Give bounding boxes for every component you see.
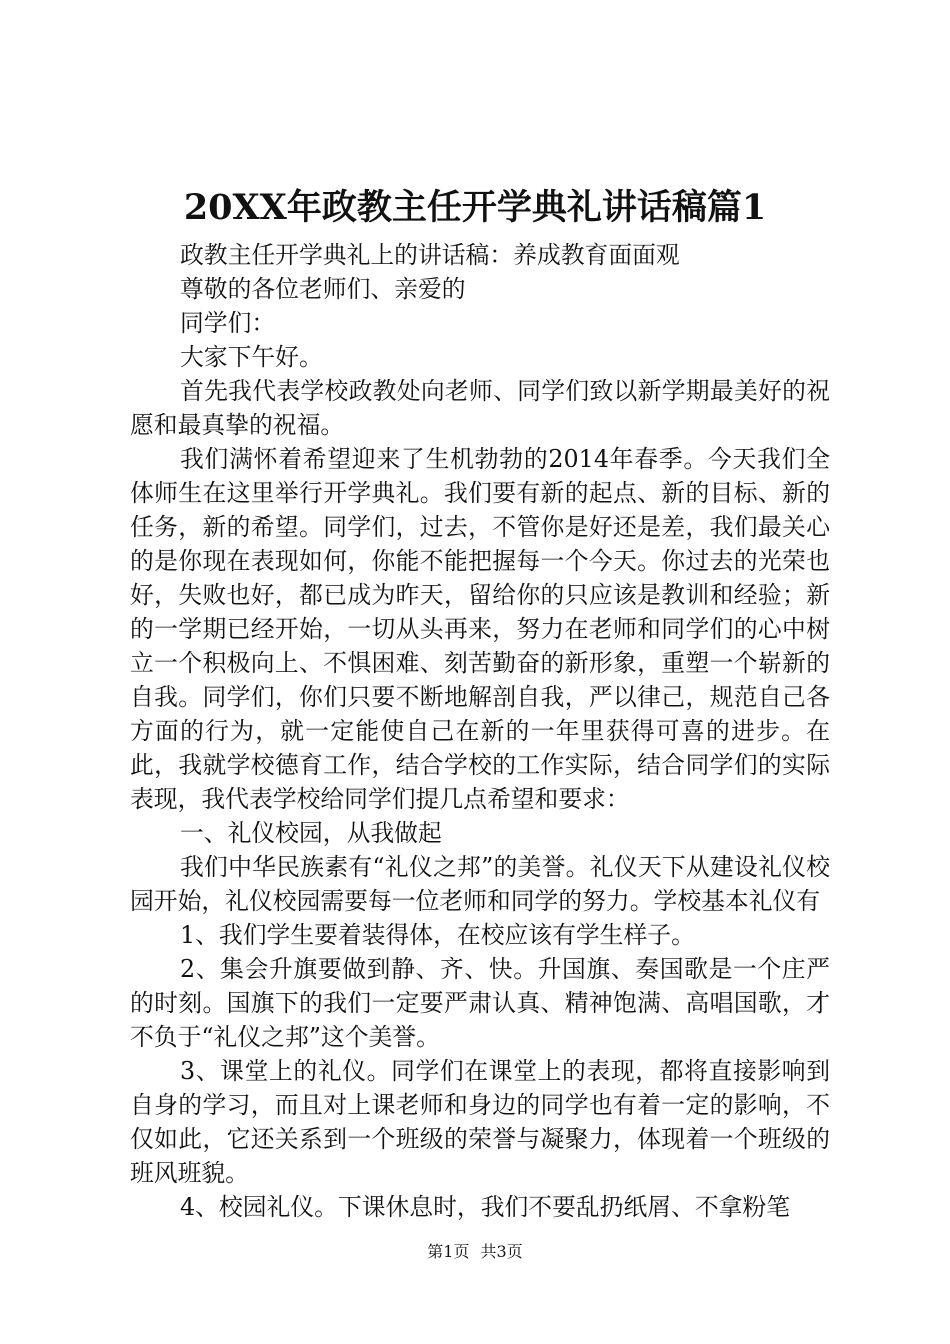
paragraph: 我们中华民族素有“礼仪之邦”的美誉。礼仪天下从建设礼仪校园开始，礼仪校园需要每一位老师和同学的努力。学校基本礼仪有 [130, 853, 830, 915]
paragraph: 政教主任开学典礼上的讲话稿：养成教育面面观 [180, 241, 680, 269]
paragraph: 我们满怀着希望迎来了生机勃勃的2014年春季。今天我们全体师生在这里举行开学典礼。我们要有新的起点、新的目标、新的任务，新的希望。同学们，过去，不管你是好还是差，我们最关心的是你现在表现如何，你能不能把握每一个今天。你过去的光荣也好，失败也好，都已成为昨天，留给你的只应该是教训和经验；新的一学期已经开始，一切从头再来，努力在老师和同学们的心中树立一个积极向上、不惧困难、刻苦勤奋的新形象，重塑一个崭新的自我。同学们，你们只要不断地解剖自我，严以律己，规范自己各方面的行为，就一定能使自己在新的一年里获得可喜的进步。在此，我就学校德育工作，结合学校的工作实际，结合同学们的实际表现，我代表学校给同学们提几点希望和要求： [130, 445, 830, 813]
page-footer [0, 1240, 950, 1264]
section-heading: 一、礼仪校园，从我做起 [180, 819, 442, 847]
page-total: 共3页 [480, 1242, 523, 1261]
document-title: 20XX年政教主任开学典礼讲话稿篇1 [183, 187, 767, 228]
paragraph: 大家下午好。 [180, 343, 323, 371]
paragraph: 同学们： [180, 309, 276, 337]
paragraph: 尊敬的各位老师们、亲爱的 [180, 275, 466, 303]
page-number: 第1页 [427, 1242, 470, 1261]
list-item: 1、我们学生要着装得体，在校应该有学生样子。 [180, 921, 695, 949]
paragraph: 首先我代表学校政教处向老师、同学们致以新学期最美好的祝愿和最真挚的祝福。 [130, 377, 830, 439]
document-body [130, 238, 830, 1224]
list-item: 4、校园礼仪。下课休息时，我们不要乱扔纸屑、不拿粉笔 [180, 1193, 791, 1221]
list-item: 2、集会升旗要做到静、齐、快。升国旗、奏国歌是一个庄严的时刻。国旗下的我们一定要严肃认真、精神饱满、高唱国歌，才不负于“礼仪之邦”这个美誉。 [130, 955, 830, 1051]
list-item: 3、课堂上的礼仪。同学们在课堂上的表现，都将直接影响到自身的学习，而且对上课老师和身边的同学也有着一定的影响，不仅如此，它还关系到一个班级的荣誉与凝聚力，体现着一个班级的班风班貌。 [130, 1057, 830, 1187]
